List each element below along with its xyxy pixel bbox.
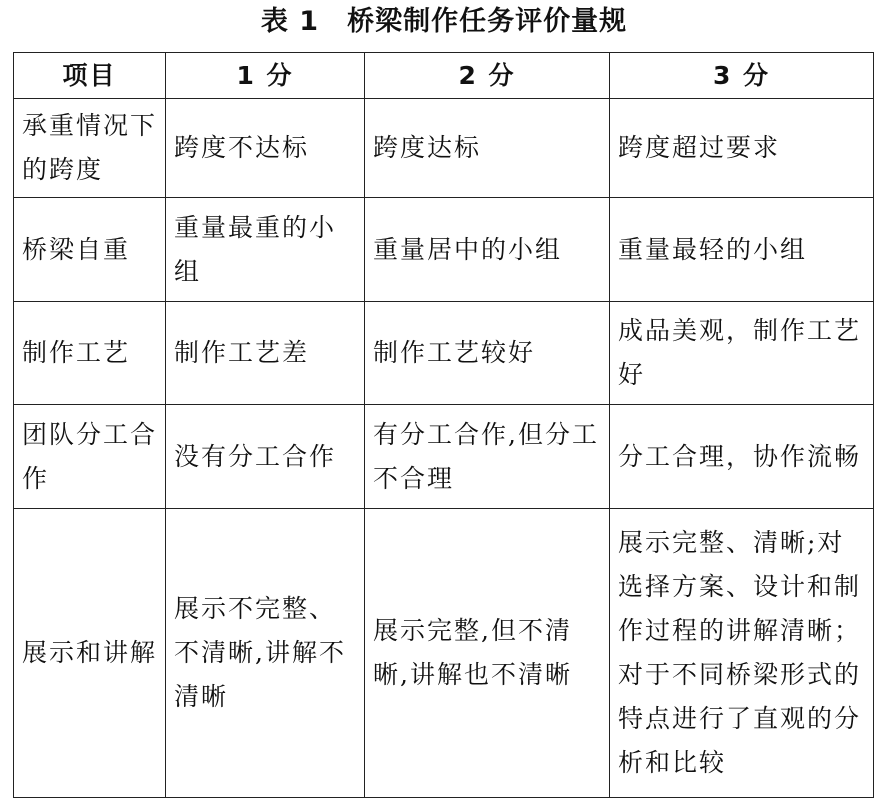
- row-item: 展示和讲解: [14, 509, 166, 798]
- row-score-2: 重量居中的小组: [365, 198, 610, 302]
- header-score-1: 1 分: [166, 53, 365, 99]
- row-score-1: 没有分工合作: [166, 405, 365, 509]
- header-row: [14, 53, 874, 99]
- header-item: 项目: [14, 53, 166, 99]
- row-item: 桥梁自重: [14, 198, 166, 302]
- row-item: 承重情况下的跨度: [14, 99, 166, 198]
- row-item: 团队分工合作: [14, 405, 166, 509]
- header-score-3: 3 分: [610, 53, 874, 99]
- row-score-2: 展示完整,但不清晰,讲解也不清晰: [365, 509, 610, 798]
- table-row: [14, 99, 874, 198]
- row-score-3: 展示完整、清晰;对选择方案、设计和制作过程的讲解清晰；对于不同桥梁形式的特点进行了直观的分析和比较: [610, 509, 874, 798]
- table-row: [14, 405, 874, 509]
- row-score-1: 跨度不达标: [166, 99, 365, 198]
- row-score-2: 制作工艺较好: [365, 302, 610, 405]
- row-score-3: 跨度超过要求: [610, 99, 874, 198]
- row-score-1: 展示不完整、不清晰,讲解不清晰: [166, 509, 365, 798]
- row-score-1: 制作工艺差: [166, 302, 365, 405]
- table-row: [14, 198, 874, 302]
- table-row: [14, 302, 874, 405]
- evaluation-rubric-table: [13, 52, 874, 798]
- row-score-1: 重量最重的小组: [166, 198, 365, 302]
- row-score-3: 重量最轻的小组: [610, 198, 874, 302]
- row-score-3: 成品美观，制作工艺好: [610, 302, 874, 405]
- table-title: 表 1 桥梁制作任务评价量规: [260, 6, 628, 37]
- row-score-2: 跨度达标: [365, 99, 610, 198]
- row-item: 制作工艺: [14, 302, 166, 405]
- header-score-2: 2 分: [365, 53, 610, 99]
- row-score-3: 分工合理，协作流畅: [610, 405, 874, 509]
- row-score-2: 有分工合作,但分工不合理: [365, 405, 610, 509]
- table-row: [14, 509, 874, 798]
